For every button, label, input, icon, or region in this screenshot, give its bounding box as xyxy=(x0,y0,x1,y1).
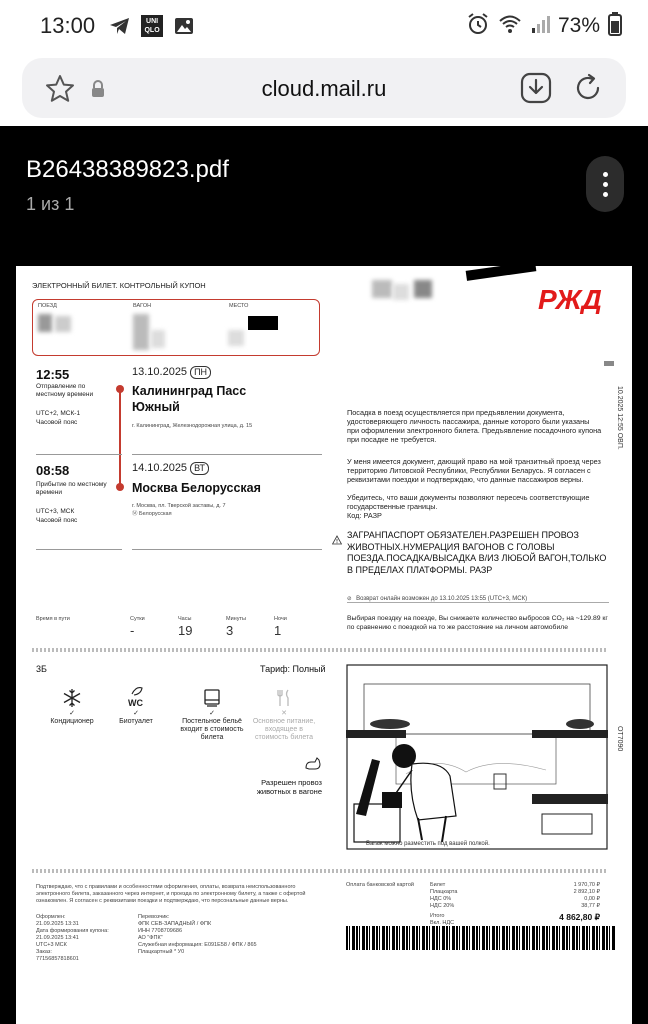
carrier-value: ФПК СЕВ-ЗАПАДНЫЙ / ФПК xyxy=(138,921,212,927)
redaction-blur xyxy=(228,330,244,346)
route-line xyxy=(119,388,121,486)
transit-info: У меня имеется документ, дающий право на мой транзитный проезд через территорию Литовской Республики, Республики Беларусь. Я согласен с реквизитами поездки и подтверждаю, что данные пассажиров верны. xyxy=(347,457,601,484)
arrival-time-note: Прибытие по местному времени xyxy=(36,481,107,496)
bedding-icon xyxy=(202,688,222,708)
divider xyxy=(36,549,122,550)
rzd-logo xyxy=(538,284,618,319)
pets-note: Разрешен провоз животных в вагоне xyxy=(256,778,322,796)
formed-label: Дата формирования купона: xyxy=(36,928,109,934)
amenity-wc-label: Биотуалет xyxy=(119,718,153,725)
nights-value: 1 xyxy=(274,623,282,638)
days-value: - xyxy=(130,623,135,638)
amenity-ac-mark: ✓ xyxy=(69,710,75,717)
seat-label: МЕСТО xyxy=(229,303,249,309)
price-values xyxy=(536,882,600,910)
status-right xyxy=(466,12,622,41)
divider xyxy=(36,454,122,455)
issued-value: 21.09.2025 13:31 xyxy=(36,921,79,927)
snowflake-icon xyxy=(62,688,82,708)
arrival-address: г. Москва, пл. Тверской заставы, д. 7 xyxy=(132,503,226,509)
amenity-bedding xyxy=(180,688,244,742)
barcode xyxy=(346,926,616,950)
departure-date-row xyxy=(132,366,211,379)
cutlery-icon xyxy=(274,688,294,708)
price-ticket: 1 970,70 ₽ xyxy=(573,882,600,888)
amenity-ac-label: Кондиционер xyxy=(50,718,94,725)
battery-percent: 73% xyxy=(557,14,600,37)
departure-address: г. Калининград, Железнодорожная улица, д. 15 xyxy=(132,423,253,429)
amenity-bedding-mark: ✓ xyxy=(209,710,215,717)
amenity-meal xyxy=(252,688,316,742)
route-end-dot xyxy=(116,483,124,491)
side-text-bottom: ОТ7090 xyxy=(616,726,623,752)
payment-method: Оплата банковской картой xyxy=(346,882,414,888)
boarding-info: Посадка в поезд осуществляется при предъявлении документа, удостоверяющего личность пассажира, данные которого были указаны при оформлении электронного билета. Предъявление посадочного купона при посадке не требуется. xyxy=(347,408,602,444)
uniqlo-icon: UNI QLO xyxy=(141,15,163,37)
browser-bar xyxy=(0,52,648,126)
page-indicator: 1 из 1 xyxy=(26,194,75,214)
redaction-blur xyxy=(414,280,432,298)
hours-value: 19 xyxy=(178,623,193,638)
car-label: ВАГОН xyxy=(133,303,152,309)
departure-tz-label: Часовой пояс xyxy=(36,419,78,426)
redaction-blur xyxy=(38,314,52,332)
departure-station-line2: Южный xyxy=(132,400,180,414)
redaction-blur xyxy=(55,316,71,332)
arrival-date: 14.10.2025 xyxy=(132,462,188,474)
refund-icon: ⊘ xyxy=(347,596,352,602)
departure-time: 12:55 xyxy=(36,367,70,382)
svg-text:Багаж можно разместить под ваш: Багаж можно разместить под вашей полкой. xyxy=(366,841,490,847)
formed-value: 21.09.2025 13:41 xyxy=(36,935,79,941)
redaction-mark xyxy=(248,316,278,330)
minutes-label: Минуты xyxy=(226,616,246,622)
side-mark xyxy=(604,361,614,366)
eco-wc-icon xyxy=(125,686,147,708)
departure-time-note: Отправление по местному времени xyxy=(36,383,94,398)
departure-date: 13.10.2025 xyxy=(132,366,188,378)
arrival-time: 08:58 xyxy=(36,463,70,478)
more-menu-button[interactable] xyxy=(586,156,624,212)
price-reserved: 2 892,10 ₽ xyxy=(573,889,600,895)
amenity-wc-mark: ✓ xyxy=(133,710,139,717)
battery-icon xyxy=(608,12,622,41)
arrival-tz: UTC+3, МСК xyxy=(36,508,75,515)
compartment-illustration xyxy=(346,664,608,850)
section-separator xyxy=(32,869,608,873)
price-label-incl-vat: Вкл. НДС xyxy=(430,920,455,926)
refund-text: Возврат онлайн возможен до 13.10.2025 13:55 (UTC+3, МСК) xyxy=(356,596,528,602)
redaction-blur xyxy=(151,330,165,348)
price-label-ticket: Билет xyxy=(430,882,446,888)
divider xyxy=(132,549,322,550)
carrier-label: Перевозчик: xyxy=(138,914,170,920)
departure-station xyxy=(132,383,246,415)
address-bar[interactable] xyxy=(22,58,626,118)
formed-tz: UTC+3 МСК xyxy=(36,942,67,948)
amenity-meal-mark: ✕ xyxy=(281,710,287,717)
issued-label: Оформлен: xyxy=(36,914,66,920)
price-label-vat0: НДС 0% xyxy=(430,896,452,902)
arrival-date-row xyxy=(132,462,209,475)
arrival-tz-label: Часовой пояс xyxy=(36,517,78,524)
train-label: ПОЕЗД xyxy=(38,303,57,309)
viewer-header xyxy=(0,126,648,266)
duration-label: Время в пути xyxy=(36,616,70,622)
ticket-header: ЭЛЕКТРОННЫЙ БИЛЕТ. КОНТРОЛЬНЫЙ КУПОН xyxy=(32,281,206,290)
gallery-icon xyxy=(173,15,195,37)
border-info: Убедитесь, что ваши документы позволяют пересечь соответствующие государственные границы. xyxy=(347,493,590,511)
signal-icon xyxy=(530,14,550,39)
redaction-blur xyxy=(372,280,392,298)
status-time: 13:00 xyxy=(40,13,96,38)
amenity-ac xyxy=(40,688,104,726)
pet-icon xyxy=(304,756,322,777)
arrival-dow: ВТ xyxy=(190,462,209,475)
file-name: B26438389823.pdf xyxy=(26,156,229,183)
tariff: Тариф: Полный xyxy=(260,664,326,674)
ticket-info-box xyxy=(32,299,320,356)
download-icon[interactable] xyxy=(520,72,552,104)
price-label-reserved: Плацкарта xyxy=(430,889,458,895)
redaction-blur xyxy=(133,314,149,350)
company-value: АО "ФПК" xyxy=(138,935,163,941)
arrival-metro: Ⓜ Белорусская xyxy=(132,511,172,517)
telegram-icon xyxy=(109,15,131,37)
issue-info xyxy=(36,914,136,963)
order-label: Заказ: xyxy=(36,949,52,955)
wifi-icon xyxy=(498,14,522,39)
departure-station-line1: Калининград Пасс xyxy=(132,384,247,398)
divider xyxy=(132,454,322,455)
ticket-document xyxy=(16,266,632,1024)
co2-note: Выбирая поездку на поезде, Вы снижаете количество выбросов CO₂ на ~129.89 кг по сравнению с поездкой на то же расстояние на личном автомобиле xyxy=(347,615,608,631)
days-label: Сутки xyxy=(130,616,145,622)
price-label-total: Итого xyxy=(430,913,445,919)
status-bar xyxy=(0,0,648,52)
inn-value: ИНН 7708709686 xyxy=(138,928,183,934)
car-class: Плацкартный * У0 xyxy=(138,949,185,955)
divider xyxy=(347,602,609,603)
price-labels xyxy=(430,882,490,927)
price-label-vat20: НДС 20% xyxy=(430,903,455,909)
amenity-bedding-label: Постельное бельё входит в стоимость билета xyxy=(180,718,244,741)
departure-tz: UTC+2, МСК-1 xyxy=(36,410,81,417)
amenity-meal-label: Основное питание, входящее в стоимость билета xyxy=(252,718,316,741)
confirm-text: Подтверждаю, что с правилами и особенностями оформления, оплаты, возврата неиспользованного электронного билета, заказанного через интернет, и проезда по электронному билету, а также с офертой ознакомлен. Я согласен с реквизитами поездки и подтверждаю, что персональные данные верны. xyxy=(36,884,306,904)
price-vat0: 0,00 ₽ xyxy=(584,896,600,902)
departure-dow: ПН xyxy=(190,366,211,379)
minutes-value: 3 xyxy=(226,623,234,638)
ticket-code: Код: РАЗР xyxy=(347,511,382,520)
arrival-station: Москва Белорусская xyxy=(132,481,261,495)
svg-text:РЖД: РЖД xyxy=(538,284,602,314)
warning-icon xyxy=(332,532,342,550)
carrier-info xyxy=(138,914,308,956)
order-number: 77156857818601 xyxy=(36,956,79,962)
side-text-top: 10.2025 12:55 ОВП. xyxy=(616,386,623,450)
total-price: 4 862,80 ₽ xyxy=(559,912,600,922)
warning-text: ЗАГРАНПАСПОРТ ОБЯЗАТЕЛЕН.РАЗРЕШЕН ПРОВОЗ ЖИВОТНЫХ.НУМЕРАЦИЯ ВАГОНОВ С ГОЛОВЫ ПОЕЗДА.ПОСАДКА/ВЫСАДКА В/ИЗ ЛЮБОЙ ВАГОН,ТОЛЬКО В ПРЕДЕЛАХ ПЛАТФОРМЫ. РАЗР xyxy=(347,530,607,575)
route-start-dot xyxy=(116,385,124,393)
reload-icon[interactable] xyxy=(572,72,604,104)
redaction-mark xyxy=(466,266,537,281)
service-info: Служебная информация: Е091Е58 / ФПК / 865 xyxy=(138,942,257,948)
seat-type: 3Б xyxy=(36,664,47,674)
svg-text:WC: WC xyxy=(128,698,143,708)
alarm-icon xyxy=(466,12,490,41)
price-vat20: 38,77 ₽ xyxy=(581,903,600,909)
section-separator xyxy=(32,648,608,652)
nights-label: Ночи xyxy=(274,616,287,622)
redaction-blur xyxy=(393,284,409,300)
url-text[interactable]: cloud.mail.ru xyxy=(261,76,387,101)
hours-label: Часы xyxy=(178,616,192,622)
amenity-wc xyxy=(104,686,168,726)
